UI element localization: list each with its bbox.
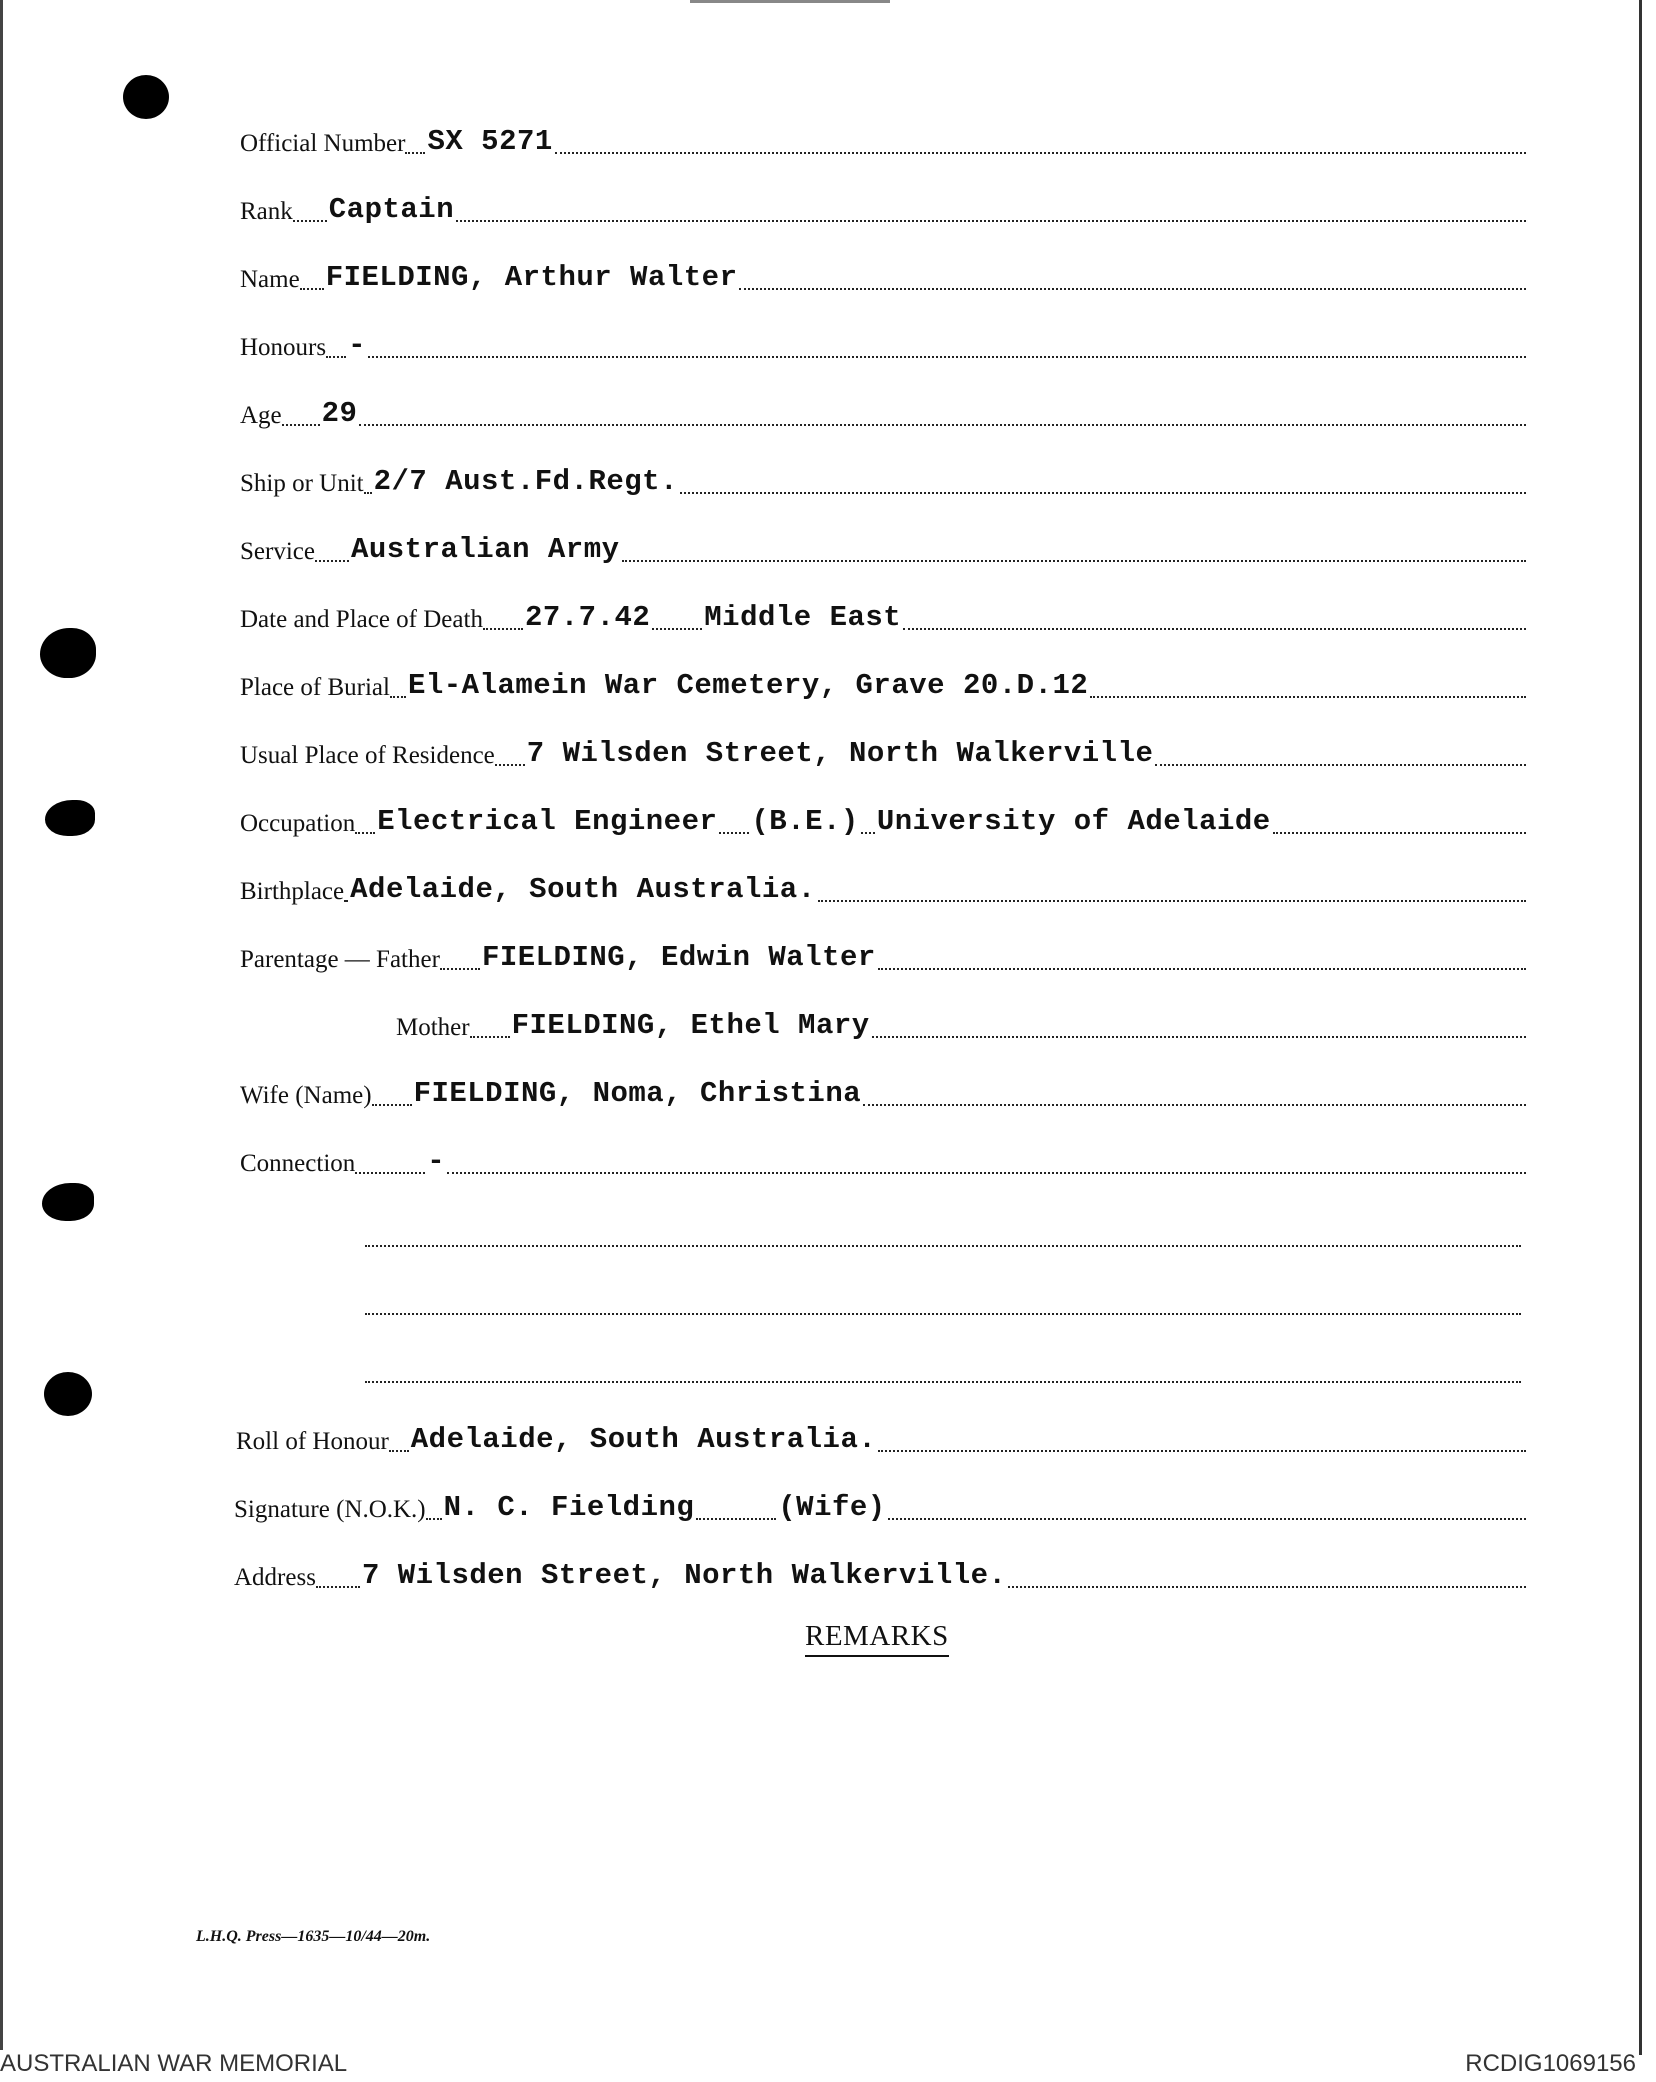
place-of-burial-value: El-Alamein War Cemetery, Grave 20.D.12 [407, 669, 1089, 702]
service-label: Service [240, 538, 315, 565]
parentage-father-row [240, 938, 1526, 978]
name-label: Name [240, 266, 300, 293]
wife-value: FIELDING, Noma, Christina [413, 1077, 862, 1110]
honours-label: Honours [240, 334, 327, 361]
place-of-burial-row [240, 666, 1526, 706]
connection-label: Connection [240, 1150, 356, 1177]
wife-row [240, 1074, 1526, 1114]
rank-value: Captain [328, 193, 455, 226]
occupation-value: Electrical Engineer [377, 805, 718, 838]
usual-residence-label: Usual Place of Residence [240, 742, 495, 769]
occupation-institution: University of Adelaide [876, 805, 1271, 838]
signature-value: N. C. Fielding [443, 1491, 695, 1524]
usual-residence-row [240, 734, 1526, 774]
punch-hole [42, 1183, 94, 1221]
signature-relation: (Wife) [778, 1491, 886, 1524]
official-number-row [240, 122, 1526, 162]
age-value: 29 [321, 397, 358, 430]
archive-credit: AUSTRALIAN WAR MEMORIAL [0, 2050, 348, 2077]
birthplace-row [240, 870, 1526, 910]
usual-residence-value: 7 Wilsden Street, North Walkerville [526, 737, 1154, 770]
official-number-value: SX 5271 [427, 125, 553, 158]
signature-row [234, 1488, 1526, 1528]
ship-or-unit-label: Ship or Unit [240, 470, 364, 497]
roll-of-honour-value: Adelaide, South Australia. [410, 1423, 877, 1456]
signature-label: Signature (N.O.K.) [234, 1496, 426, 1523]
name-value: FIELDING, Arthur Walter [325, 261, 738, 294]
punch-hole [123, 75, 169, 119]
birthplace-value: Adelaide, South Australia. [350, 873, 816, 906]
honours-value: - [348, 329, 367, 362]
ship-or-unit-row [240, 462, 1526, 502]
date-place-death-row [240, 598, 1526, 638]
ship-or-unit-value: 2/7 Aust.Fd.Regt. [373, 465, 678, 498]
page-edge-right [1639, 0, 1642, 2055]
occupation-label: Occupation [240, 810, 356, 837]
punch-hole [40, 628, 96, 678]
archive-reference: RCDIG1069156 [1465, 2050, 1636, 2077]
connection-row [240, 1142, 1526, 1182]
father-name-value: FIELDING, Edwin Walter [481, 941, 876, 974]
remarks-heading: REMARKS [805, 1620, 949, 1657]
parentage-father-label: Parentage — Father [240, 946, 440, 973]
address-row [234, 1556, 1526, 1596]
official-number-label: Official Number [240, 130, 406, 157]
page-edge-left [0, 0, 3, 2050]
connection-continuation-line [365, 1380, 1521, 1383]
death-place-value: Middle East [704, 601, 902, 634]
address-value: 7 Wilsden Street, North Walkerville. [361, 1559, 1007, 1592]
parentage-mother-row [396, 1006, 1526, 1046]
age-label: Age [240, 402, 282, 429]
wife-label: Wife (Name) [240, 1082, 372, 1109]
occupation-row [240, 802, 1526, 842]
service-value: Australian Army [350, 533, 620, 566]
occupation-degree: (B.E.) [751, 805, 859, 838]
rank-label: Rank [240, 198, 293, 225]
connection-continuation-line [365, 1312, 1521, 1315]
connection-continuation-line [365, 1244, 1521, 1247]
service-row [240, 530, 1526, 570]
roll-of-honour-row [236, 1420, 1526, 1460]
connection-value: - [427, 1145, 446, 1178]
top-edge-mark [690, 0, 890, 3]
age-row [240, 394, 1526, 434]
place-of-burial-label: Place of Burial [240, 674, 390, 701]
roll-of-honour-label: Roll of Honour [236, 1428, 389, 1455]
punch-hole [45, 800, 95, 836]
honours-row [240, 326, 1526, 366]
birthplace-label: Birthplace [240, 878, 345, 905]
name-row [240, 258, 1526, 298]
mother-label: Mother [396, 1014, 470, 1041]
printer-imprint: L.H.Q. Press—1635—10/44—20m. [196, 1928, 431, 1945]
death-date-value: 27.7.42 [524, 601, 651, 634]
mother-name-value: FIELDING, Ethel Mary [511, 1009, 870, 1042]
address-label: Address [234, 1564, 316, 1591]
punch-hole [44, 1372, 92, 1416]
date-place-death-label: Date and Place of Death [240, 606, 483, 633]
rank-row [240, 190, 1526, 230]
